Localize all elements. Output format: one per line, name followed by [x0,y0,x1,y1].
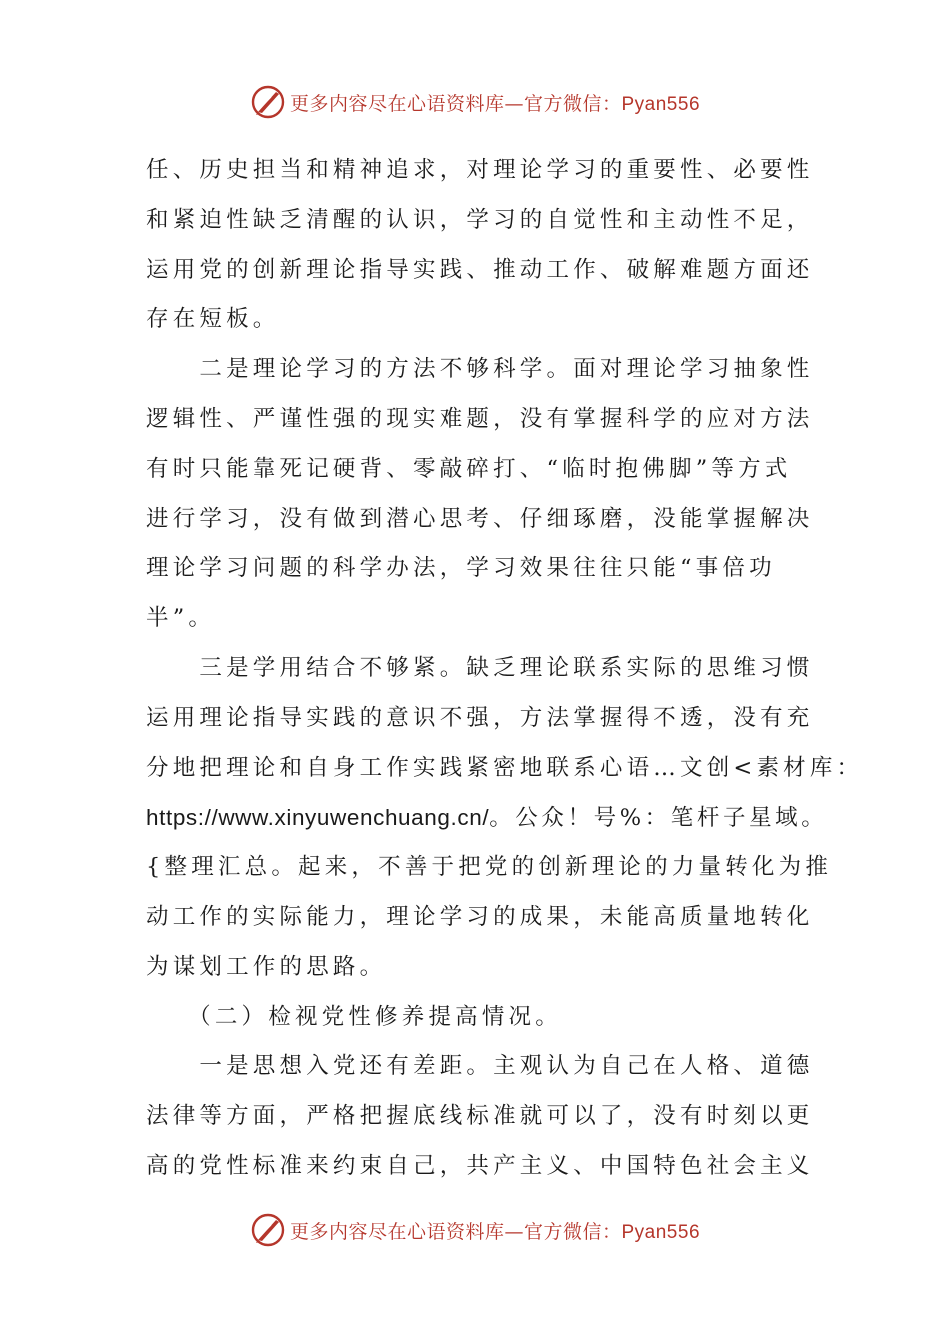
text-line: 理论学习问题的科学办法，学习效果往往只能“事倍功 [146,555,776,582]
text-line: 存在短板。 [146,306,280,333]
text-line: 逻辑性、严谨性强的现实难题，没有掌握科学的应对方法 [146,405,814,432]
text-line: 半”。 [146,605,216,632]
text-line: 进行学习，没有做到潜心思考、仔细琢磨，没能掌握解决 [146,505,814,532]
text-line: 任、历史担当和精神追求，对理论学习的重要性、必要性 [146,157,814,183]
text-line: 分地把理论和自身工作实践紧密地联系心语…文创<素材库： [146,754,864,781]
text-line: 和紧迫性缺乏清醒的认识，学习的自觉性和主动性不足， [146,206,814,233]
header-text: 更多内容尽在心语资料库—官方微信：Pyan556 [289,92,701,115]
footer-text: 更多内容尽在心语资料库—官方微信：Pyan556 [289,1220,701,1243]
document-body [146,146,864,1192]
header-banner [0,82,950,122]
text-line: 三是学用结合不够紧。缺乏理论联系实际的思维习惯 [146,654,814,681]
text-line: 为谋划工作的思路。 [146,953,387,980]
website-link[interactable]: https://www.xinyuwenchuang.cn/ [146,805,490,831]
text-line: 动工作的实际能力，理论学习的成果，未能高质量地转化 [146,903,814,930]
header-wechat-id: Pyan556 [621,93,701,115]
quill-logo-icon [250,1212,286,1248]
text-line: {整理汇总。起来，不善于把党的创新理论的力量转化为推 [146,854,833,881]
text-line: 运用理论指导实践的意识不强，方法掌握得不透，没有充 [146,704,814,731]
text-line: 一是思想入党还有差距。主观认为自己在人格、道德 [146,1053,814,1080]
url-line [146,793,828,843]
text-line: 有时只能靠死记硬背、零敲碎打、“临时抱佛脚”等方式 [146,455,792,482]
url-line-rest: 。公众！号%：笔杆子星域。 [489,805,828,832]
footer-banner [0,1210,950,1250]
footer-wechat-id: Pyan556 [621,1221,701,1243]
section-heading: （二）检视党性修养提高情况。 [146,1003,562,1030]
text-line: 二是理论学习的方法不够科学。面对理论学习抽象性 [146,356,814,383]
text-line: 高的党性标准来约束自己，共产主义、中国特色社会主义 [146,1152,814,1179]
quill-logo-icon [250,84,286,120]
text-line: 运用党的创新理论指导实践、推动工作、破解难题方面还 [146,256,814,283]
text-line: 法律等方面，严格把握底线标准就可以了，没有时刻以更 [146,1103,814,1130]
